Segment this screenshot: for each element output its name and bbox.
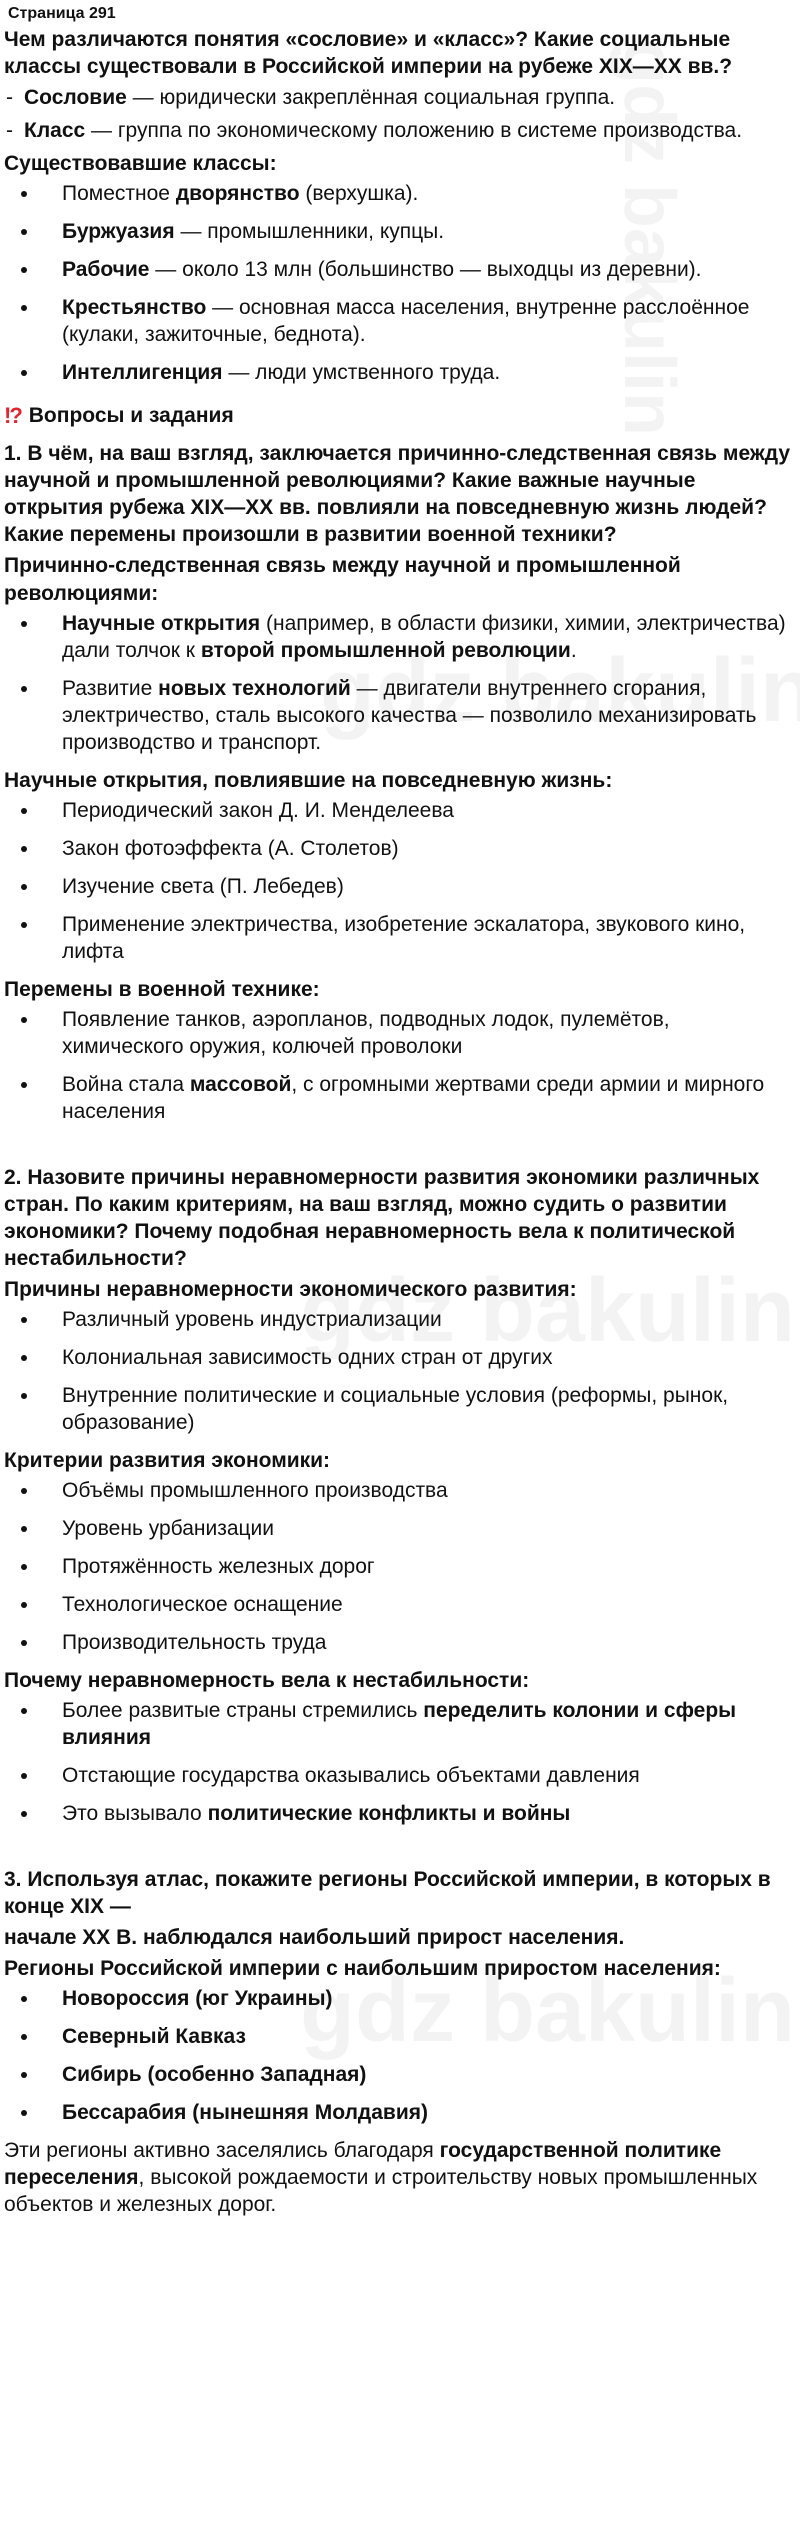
bold-text: массовой (189, 1073, 292, 1096)
region-item (4, 2061, 796, 2088)
bullet-icon (21, 1640, 27, 1646)
text: — около 13 млн (большинство — выходцы из деревни). (149, 258, 702, 281)
list-item (4, 1762, 796, 1789)
list-item (4, 911, 796, 965)
list-item-text: Внутренние политические и социальные условия (реформы, рынок, образование) (62, 1384, 729, 1434)
class-item (4, 294, 796, 348)
text: — промышленники, купцы. (174, 220, 445, 243)
bullet-icon (21, 1811, 27, 1817)
text: Поместное (62, 182, 176, 205)
why-list (4, 1697, 796, 1827)
list-item-text: Изучение света (П. Лебедев) (62, 875, 344, 898)
page-label: Страница 291 (8, 5, 116, 22)
military-list (4, 1006, 796, 1125)
region-item (4, 2099, 796, 2126)
region-name: Новороссия (юг Украины) (62, 1987, 333, 2010)
list-item (4, 1477, 796, 1504)
bullet-icon (21, 229, 27, 235)
list-item (4, 1382, 796, 1436)
text: , высокой рождаемости и строительству новых промышленных объектов и железных дорог. (4, 2166, 758, 2216)
region-item (4, 1985, 796, 2012)
list-item (4, 1071, 796, 1125)
list-item-text: Технологическое оснащение (62, 1593, 343, 1616)
classes-heading: Существовавшие классы: (4, 152, 277, 175)
section-title (4, 402, 796, 430)
causes-heading: Причины неравномерности экономического развития: (4, 1278, 577, 1301)
bullet-icon (21, 846, 27, 852)
class-name: Крестьянство (62, 296, 207, 319)
list-item-text: Колониальная зависимость одних стран от других (62, 1346, 553, 1369)
list-item-text: Протяжённость железных дорог (62, 1555, 375, 1578)
bullet-icon (21, 884, 27, 890)
class-name: Рабочие (62, 258, 150, 281)
regions-heading: Регионы Российской империи с наибольшим приростом населения: (4, 1957, 721, 1980)
text: — двигатели внутреннего сгорания, электричество, сталь высокого качества — позволило механизировать производство и транспорт. (62, 677, 757, 754)
list-item (4, 1800, 796, 1827)
class-item (4, 256, 796, 283)
definition-item (4, 117, 796, 144)
bullet-icon (21, 1602, 27, 1608)
bullet-icon (21, 1393, 27, 1399)
list-item (4, 1515, 796, 1542)
list-item (4, 1006, 796, 1060)
section-title-text: Вопросы и задания (28, 404, 234, 427)
bullet-icon (21, 1355, 27, 1361)
text: Война стала (62, 1073, 190, 1096)
content (0, 2, 800, 2218)
bullet-icon (21, 191, 27, 197)
text: , с огромными жертвами среди армии и мирного населения (62, 1073, 765, 1123)
bullet-icon (21, 267, 27, 273)
bold-text: политические конфликты и войны (207, 1802, 571, 1825)
term: Сословие (24, 86, 127, 109)
list-item (4, 1591, 796, 1618)
term: Класс (24, 119, 86, 142)
bullet-icon (21, 370, 27, 376)
class-item (4, 180, 796, 207)
definition: — юридически закреплённая социальная группа. (126, 86, 616, 109)
list-item (4, 873, 796, 900)
dash-icon: - (6, 119, 13, 142)
spacer (4, 1136, 796, 1164)
bullet-icon (21, 1708, 27, 1714)
link-list (4, 610, 796, 756)
criteria-heading: Критерии развития экономики: (4, 1449, 331, 1472)
list-item (4, 797, 796, 824)
list-item (4, 675, 796, 756)
bullet-icon (21, 1317, 27, 1323)
bullet-icon (21, 2034, 27, 2040)
list-item (4, 1306, 796, 1333)
class-item (4, 218, 796, 245)
bullet-icon (21, 2110, 27, 2116)
question-3-heading: 3. Используя атлас, покажите регионы Российской империи, в которых в конце XIX — (4, 1868, 771, 1918)
bold-text: второй промышленной революции (200, 639, 571, 662)
text: — люди умственного труда. (222, 361, 501, 384)
text: Эти регионы активно заселялись благодаря (4, 2139, 440, 2162)
bold-text: Научные открытия (62, 612, 261, 635)
text: — основная масса населения, внутренне расслоённое (кулаки, зажиточные, беднота). (62, 296, 750, 346)
bullet-icon (21, 1017, 27, 1023)
text: (например, в области физики, химии, электричества) дали толчок к (62, 612, 786, 662)
list-item-text: Различный уровень индустриализации (62, 1308, 442, 1331)
bullet-icon (21, 1082, 27, 1088)
spacer (4, 1838, 796, 1866)
bullet-icon (21, 808, 27, 814)
bullet-icon (21, 1564, 27, 1570)
why-heading: Почему неравномерность вела к нестабильности: (4, 1669, 530, 1692)
list-item-text: Периодический закон Д. И. Менделеева (62, 799, 454, 822)
text: . (570, 639, 577, 662)
class-name: Буржуазия (62, 220, 175, 243)
question-1-heading: 1. В чём, на ваш взгляд, заключается причинно-следственная связь между научной и промышленной революциями? Какие важные научные открытия рубежа XIX—XX вв. повлияли на повседневную жизнь людей? Какие перемены произошли в развитии военной техники? (4, 442, 791, 546)
bullet-icon (21, 1526, 27, 1532)
regions-list (4, 1985, 796, 2126)
text: Развитие (62, 677, 159, 700)
list-item (4, 835, 796, 862)
list-item-text: Применение электричества, изобретение эскалатора, звукового кино, лифта (62, 913, 746, 963)
definitions-list (4, 84, 796, 144)
list-item (4, 1629, 796, 1656)
bullet-icon (21, 1773, 27, 1779)
text: Появление танков, аэропланов, подводных лодок, пулемётов, химического оружия, колючей проволоки (62, 1008, 670, 1058)
bullet-icon (21, 922, 27, 928)
bold-text: переделить колонии и сферы влияния (62, 1699, 737, 1749)
text: Более развитые страны стремились (62, 1699, 424, 1722)
discoveries-list (4, 797, 796, 965)
list-item-text: Объёмы промышленного производства (62, 1479, 448, 1502)
class-name: дворянство (175, 182, 300, 205)
bullet-icon (21, 686, 27, 692)
list-item (4, 1553, 796, 1580)
question-heading: Чем различаются понятия «сословие» и «класс»? Какие социальные классы существовали в Российской империи на рубеже XIX—XX вв.? (4, 28, 733, 78)
definition-item (4, 84, 796, 111)
bullet-icon (21, 621, 27, 627)
region-item (4, 2023, 796, 2050)
region-name: Сибирь (особенно Западная) (62, 2063, 367, 2086)
question-2-heading: 2. Назовите причины неравномерности развития экономики различных стран. По каким критериям, на ваш взгляд, можно судить о развитии экономики? Почему подобная неравномерность вела к политической нестабильности? (4, 1166, 760, 1270)
list-item (4, 1344, 796, 1371)
question-3-heading-cont: начале XX В. наблюдался наибольший прирост населения. (4, 1926, 625, 1949)
region-name: Бессарабия (нынешняя Молдавия) (62, 2101, 428, 2124)
list-item-text: Уровень урбанизации (62, 1517, 275, 1540)
text: (верхушка). (299, 182, 419, 205)
bold-text: государственной политике переселения (4, 2139, 722, 2189)
bullet-icon (21, 2072, 27, 2078)
dash-icon: - (6, 86, 13, 109)
conclusion-text (4, 2137, 796, 2218)
list-item-text: Производительность труда (62, 1631, 327, 1654)
double-exclamation-icon: !? (4, 403, 21, 428)
list-item-text: Закон фотоэффекта (А. Столетов) (62, 837, 399, 860)
region-name: Северный Кавказ (62, 2025, 246, 2048)
definition: — группа по экономическому положению в системе производства. (85, 119, 743, 142)
classes-list (4, 180, 796, 386)
list-item (4, 610, 796, 664)
list-item (4, 1697, 796, 1751)
class-name: Интеллигенция (62, 361, 223, 384)
bullet-icon (21, 1488, 27, 1494)
class-item (4, 359, 796, 386)
criteria-list (4, 1477, 796, 1656)
text: Это вызывало (62, 1802, 208, 1825)
military-heading: Перемены в военной технике: (4, 978, 320, 1001)
link-heading: Причинно-следственная связь между научной и промышленной революциями: (4, 554, 681, 605)
bullet-icon (21, 305, 27, 311)
discoveries-heading: Научные открытия, повлиявшие на повседневную жизнь: (4, 769, 613, 792)
bullet-icon (21, 1996, 27, 2002)
causes-list (4, 1306, 796, 1436)
bold-text: новых технологий (158, 677, 351, 700)
text: Отстающие государства оказывались объектами давления (62, 1764, 640, 1787)
